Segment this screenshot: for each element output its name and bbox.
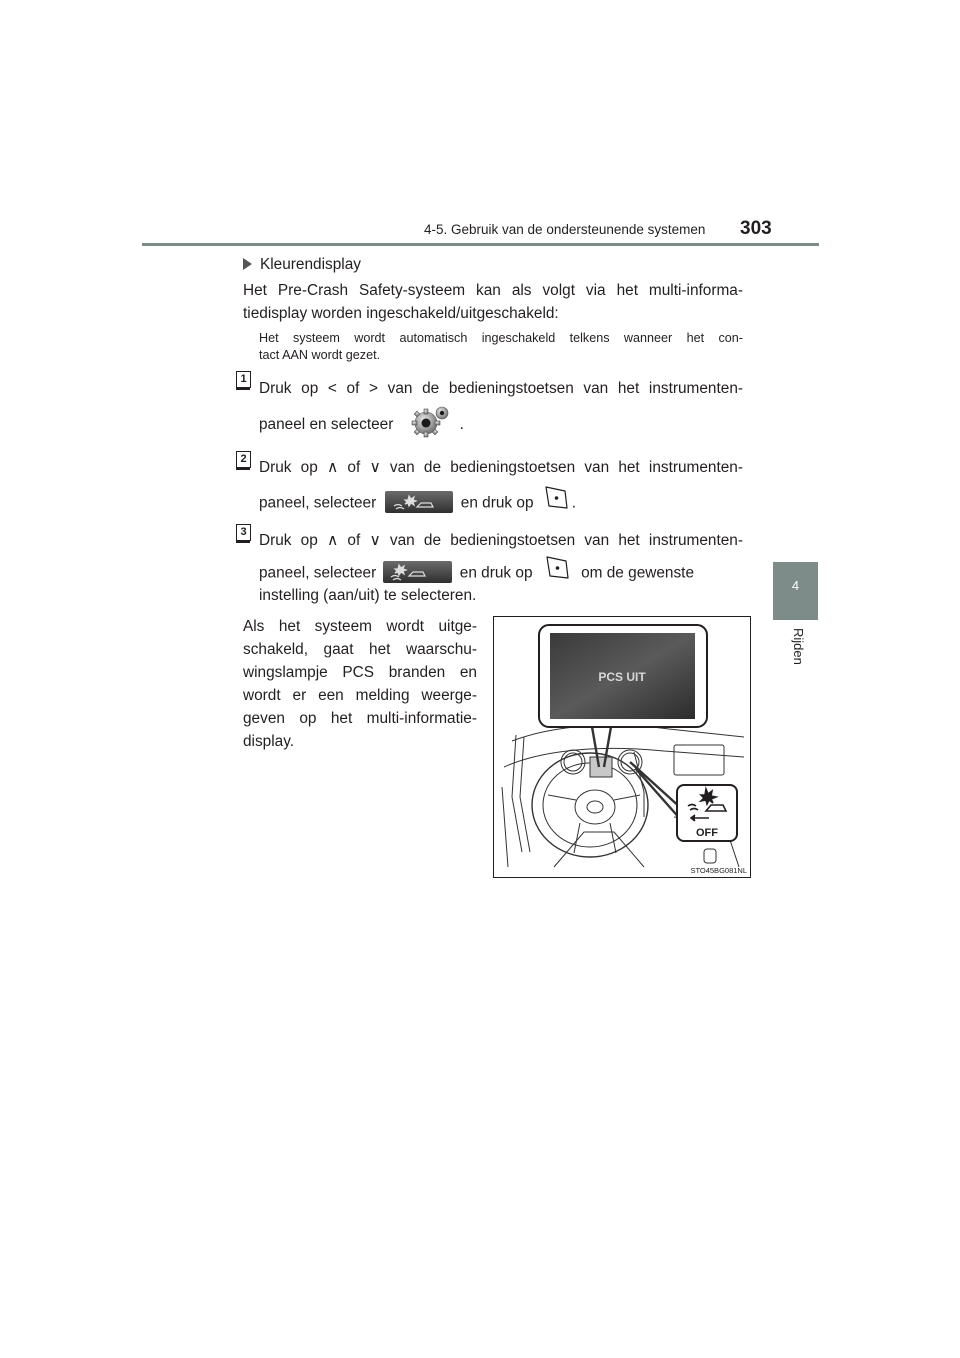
intro-line-2: tiedisplay worden ingeschakeld/uitgeschakeld: [243, 305, 559, 322]
pcs-icon [385, 491, 453, 513]
para-line-2: schakeld, gaat het waarschu- [243, 641, 477, 658]
step-2-prefix: paneel, selecteer [259, 494, 377, 512]
step-2-suffix: . [571, 494, 577, 512]
bullet-heading-text: Kleurendisplay [260, 256, 361, 273]
triangle-bullet-icon [243, 258, 252, 270]
para-line-3: wingslampje PCS branden en [243, 664, 477, 681]
intro-line-1: Het Pre-Crash Safety-systeem kan als volgt via het multi-informa- [243, 282, 743, 299]
step-1-line-2 [259, 412, 464, 438]
figure-code: STO45BG081NL [690, 866, 747, 875]
step-2-line-1: Druk op ∧ of ∨ van de bedieningstoetsen van het instrumenten- [259, 459, 743, 476]
dashboard-figure [493, 616, 751, 878]
indicator-off-text: OFF [696, 827, 718, 839]
step-1-number: 1 [236, 371, 251, 388]
step-2-number: 2 [236, 451, 251, 468]
note-line-2: tact AAN wordt gezet. [259, 348, 381, 362]
enter-button-icon [542, 484, 570, 519]
step-1-line-1: Druk op < of > van de bedieningstoetsen van het instrumenten- [259, 380, 743, 397]
note-line-1: Het systeem wordt automatisch ingeschakeld telkens wanneer het con- [259, 331, 743, 345]
step-3-underline [236, 541, 250, 543]
para-line-1: Als het systeem wordt uitge- [243, 618, 477, 635]
bullet-heading [243, 253, 361, 276]
step-2-middle: en druk op [460, 494, 534, 512]
step-3-number: 3 [236, 524, 251, 541]
step-3-middle: en druk op [459, 564, 533, 582]
step-1-suffix: . [459, 416, 464, 434]
pcs-icon [383, 561, 452, 583]
step-2-line-2 [259, 488, 576, 519]
dashboard-illustration [494, 617, 750, 877]
step-1-underline [236, 388, 250, 390]
para-line-5: geven op het multi-informatie- [243, 710, 477, 727]
step-3-suffix: om de gewenste [581, 564, 695, 582]
page-number: 303 [740, 218, 772, 239]
chapter-label: Rijden [791, 628, 806, 665]
settings-gears-icon [408, 404, 458, 438]
step-3-line-1: Druk op ∧ of ∨ van de bedieningstoetsen van het instrumenten- [259, 532, 743, 549]
step-3-line-3: instelling (aan/uit) te selecteren. [259, 587, 477, 604]
enter-button-icon [543, 554, 571, 589]
step-2-underline [236, 468, 250, 470]
para-line-6: display. [243, 733, 295, 750]
screen-message: PCS UIT [598, 670, 646, 684]
header-rule [142, 243, 819, 246]
step-1-prefix: paneel en selecteer [259, 416, 394, 434]
step-3-prefix: paneel, selecteer [259, 564, 377, 582]
para-line-4: wordt er een melding weerge- [243, 687, 477, 704]
section-title: 4-5. Gebruik van de ondersteunende systemen [424, 222, 706, 237]
chapter-number: 4 [791, 578, 800, 593]
